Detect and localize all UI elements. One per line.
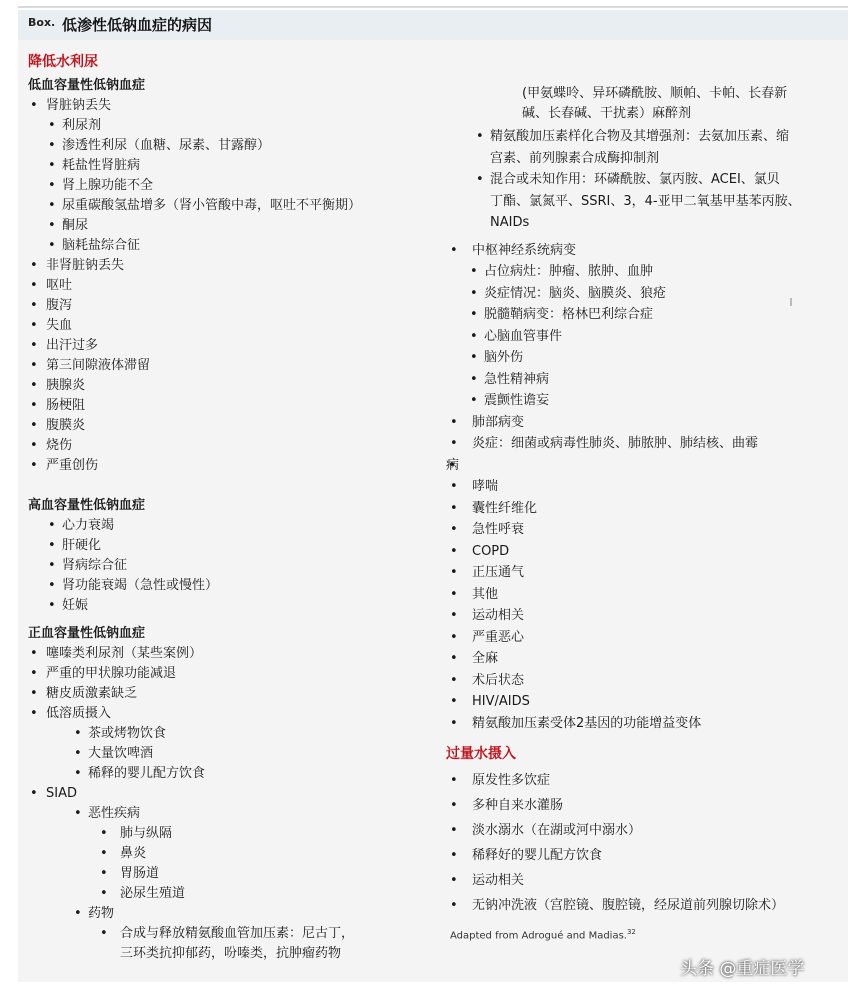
list-item: • 妊娠 — [28, 596, 428, 616]
drug-line: 合成与释放精氨酸血管加压素：尼古丁， — [120, 926, 355, 941]
cont-line: (甲氨蝶呤、异环磷酰胺、顺帕、卡帕、长春新 — [522, 86, 788, 101]
citation-text: Adapted from Adrogué and Madias. — [450, 930, 627, 942]
box-header — [18, 10, 848, 40]
line: 精氨酸加压素样化合物及其增强剂：去氨加压素、缩 — [490, 129, 790, 144]
list-item: • 心力衰竭 — [28, 516, 428, 536]
list-item: • 肺部病变 — [446, 412, 826, 434]
list-item: • 严重的甲状腺功能减退 — [28, 664, 428, 684]
list-item: • 渗透性利尿（血糖、尿素、甘露醇） — [28, 136, 428, 156]
list-item: • 肾功能衰竭（急性或慢性） — [28, 576, 428, 596]
list-item: • 术后状态 — [446, 670, 826, 692]
list-item: • 震颤性谵妄 — [446, 390, 826, 412]
box-label: Box. — [28, 16, 56, 29]
list-item: • 严重恶心 — [446, 627, 826, 649]
list-item: • 大量饮啤酒 — [28, 744, 428, 764]
list-item: • 肠梗阻 — [28, 396, 428, 416]
excess-water-list — [446, 768, 826, 918]
list-item: • 肾上腺功能不全 — [28, 176, 428, 196]
list-item: • 烧伤 — [28, 436, 428, 456]
wrap-line: • 病 — [446, 455, 826, 477]
right-column — [446, 84, 826, 946]
list-item: • 腹膜炎 — [28, 416, 428, 436]
list-item: • 非肾脏钠丢失 — [28, 256, 428, 276]
hypovolemic-list — [28, 96, 428, 476]
list-item: • 肺与纵隔 — [28, 824, 428, 844]
citation — [446, 922, 826, 946]
continued-text — [446, 84, 826, 124]
list-item: • 噻嗪类利尿剂（某些案例） — [28, 644, 428, 664]
list-item: • 运动相关 — [446, 605, 826, 627]
list-item: • 囊性纤维化 — [446, 498, 826, 520]
subtitle-euvolemic: 正血容量性低钠血症 — [28, 626, 146, 641]
list-item: • 运动相关 — [446, 868, 826, 893]
list-item: • 心脑血管事件 — [446, 326, 826, 348]
citation-ref: 32 — [626, 928, 636, 936]
list-item: • COPD — [446, 541, 826, 563]
cont-line: 碱、长春碱、干扰素）麻醉剂 — [522, 106, 692, 121]
list-item: • 淡水溺水（在湖或河中溺水） — [446, 818, 826, 843]
list-item: • 利尿剂 — [28, 116, 428, 136]
list-item: • 严重创伤 — [28, 456, 428, 476]
list-item: • 全麻 — [446, 648, 826, 670]
list-item: • 肾病综合征 — [28, 556, 428, 576]
watermark: 头条 @重症医学 — [680, 959, 805, 979]
list-item: • 其他 — [446, 584, 826, 606]
list-item: • 原发性多饮症 — [446, 768, 826, 793]
list-item: • 失血 — [28, 316, 428, 336]
euvolemic-list — [28, 644, 428, 964]
list-item: • 糖皮质激素缺乏 — [28, 684, 428, 704]
section-title-reduced-diuresis: 降低水利尿 — [28, 54, 98, 70]
list-item: • 胰腺炎 — [28, 376, 428, 396]
list-item: • 酮尿 — [28, 216, 428, 236]
list-item: • HIV/AIDS — [446, 691, 826, 713]
list-item: • 泌尿生殖道 — [28, 884, 428, 904]
list-item — [446, 169, 826, 234]
line: 宫素、前列腺素合成酶抑制剂 — [490, 150, 660, 166]
left-column — [28, 52, 428, 964]
line: 混合或未知作用：环磷酰胺、氯丙胺、ACEI、氯贝 — [490, 172, 780, 187]
list-item: • 脑外伤 — [446, 347, 826, 369]
list-item: • 药物 — [28, 904, 428, 924]
subtitle-hypervolemic: 高血容量性低钠血症 — [28, 498, 146, 513]
list-item: • 稀释好的婴儿配方饮食 — [446, 843, 826, 868]
list-item: • 稀释的婴儿配方饮食 — [28, 764, 428, 784]
list-item: • 占位病灶：肿瘤、脓肿、血肿 — [446, 261, 826, 283]
list-item: • 急性呼衰 — [446, 519, 826, 541]
list-item: • 耗盐性肾脏病 — [28, 156, 428, 176]
hypervolemic-list — [28, 516, 428, 616]
list-item: • 出汗过多 — [28, 336, 428, 356]
list-item: • 肾脏钠丢失 — [28, 96, 428, 116]
list-item — [28, 924, 428, 964]
list-item: • 正压通气 — [446, 562, 826, 584]
list-item: • 急性精神病 — [446, 369, 826, 391]
list-item: • 第三间隙液体滞留 — [28, 356, 428, 376]
list-item: • 脱髓鞘病变：格林巴利综合症 — [446, 304, 826, 326]
list-item: • 精氨酸加压素受体2基因的功能增益变体 — [446, 713, 826, 735]
list-item: • 无钠冲洗液（宫腔镜、腹腔镜，经尿道前列腺切除术） — [446, 893, 826, 918]
list-item: • 多种自来水灌肠 — [446, 793, 826, 818]
line: NAIDs — [490, 215, 530, 230]
list-item: • 脑耗盐综合征 — [28, 236, 428, 256]
line: 丁酯、氯氮平、SSRI、3，4-亚甲二氧基甲基苯丙胺、 — [490, 193, 801, 209]
list-item: • 鼻炎 — [28, 844, 428, 864]
list-item: • SIAD — [28, 784, 428, 804]
list-item: • 恶性疾病 — [28, 804, 428, 824]
list-item: • 肝硬化 — [28, 536, 428, 556]
list-item: • 呕吐 — [28, 276, 428, 296]
section-title-excess-water: 过量水摄入 — [446, 746, 516, 762]
list-item: • 低溶质摄入 — [28, 704, 428, 724]
list-item: • 腹泻 — [28, 296, 428, 316]
box-title: 低渗性低钠血症的病因 — [62, 16, 213, 34]
list-item: • 尿重碳酸氢盐增多（肾小管酸中毒，呕吐不平衡期） — [28, 196, 428, 216]
drug-line: 三环类抗抑郁药，吩嗪类，抗肿瘤药物 — [120, 946, 342, 961]
list-item: • 炎症情况：脑炎、脑膜炎、狼疮 — [446, 283, 826, 305]
cns-list — [446, 240, 826, 735]
list-item — [446, 126, 826, 169]
list-item: • 茶或烤物饮食 — [28, 724, 428, 744]
top-rule — [18, 6, 848, 8]
list-item: • 哮喘 — [446, 476, 826, 498]
list-item: • 胃肠道 — [28, 864, 428, 884]
drug-mechanism-list — [446, 126, 826, 234]
list-item: • 炎症：细菌或病毒性肺炎、肺脓肿、肺结核、曲霉 — [446, 433, 826, 455]
list-item: • 中枢神经系统病变 — [446, 240, 826, 262]
subtitle-hypovolemic: 低血容量性低钠血症 — [28, 78, 146, 93]
